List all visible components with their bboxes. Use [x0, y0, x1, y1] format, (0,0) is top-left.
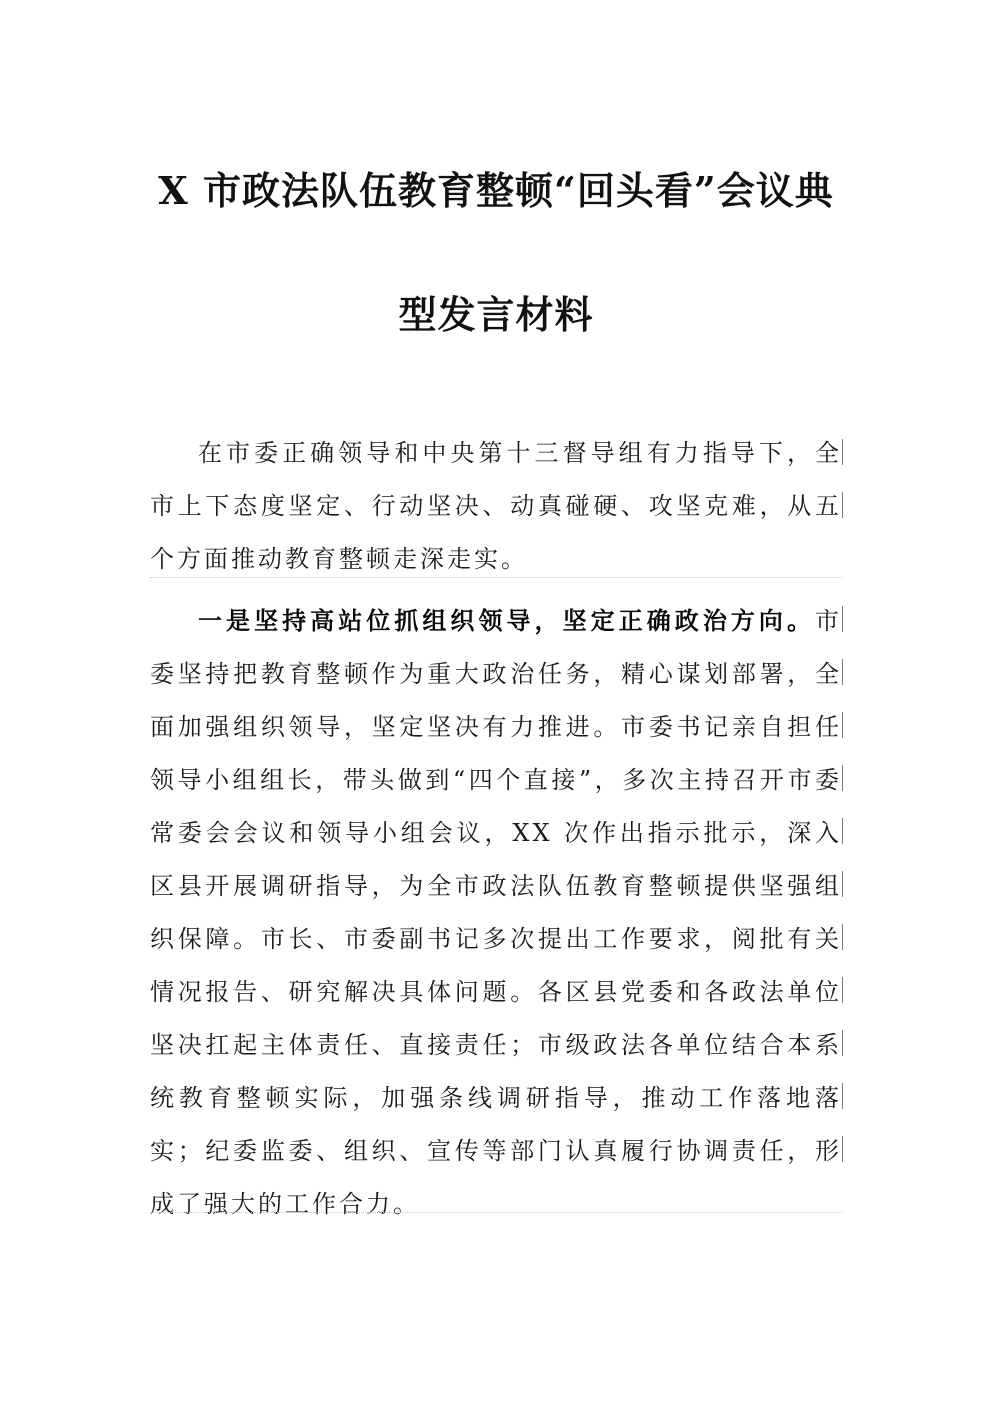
paragraph-body-text: 市委坚持把教育整顿作为重大政治任务，精心谋划部署，全面加强组织领导，坚定坚决有力推进。市委书记亲自担任领导小组组长，带头做到“四个直接”，多次主持召开市委常委会会议和领导小组会议，XX 次作出指示批示，深入区县开展调研指导，为全市政法队伍教育整顿提供坚强组织保障。市长、市委副书记多次提出工作要求，阅批有关情况报告、研究解决具体问题。各区县党委和各政法单位坚决扛起主体责任、直接责任；市级政法各单位结合本系统教育整顿实际，加强条线调研指导，推动工作落地落实；纪委监委、组织、宣传等部门认真履行协调责任，形成了强大的工作合力。 — [150, 607, 842, 1218]
margin-marker — [842, 492, 843, 518]
margin-marker — [842, 871, 843, 897]
margin-marker — [842, 924, 843, 950]
document-title-line-2: 型发言材料 — [398, 292, 594, 337]
paragraph-organization-leadership — [150, 594, 842, 1231]
margin-marker — [842, 606, 843, 632]
margin-marker — [842, 659, 843, 685]
document-title-line-1: X 市政法队伍教育整顿“回头看”会议典 — [158, 168, 834, 213]
paragraph-intro: 在市委正确领导和中央第十三督导组有力指导下，全市上下态度坚定、行动坚决、动真碰硬、攻坚克难，从五个方面推动教育整顿走深走实。 — [150, 439, 842, 573]
margin-marker — [842, 439, 843, 465]
margin-marker — [842, 765, 843, 791]
margin-marker — [842, 712, 843, 738]
paragraph-lead-sentence: 一是坚持高站位抓组织领导，坚定正确政治方向。 — [198, 606, 815, 635]
margin-marker — [842, 1083, 843, 1109]
margin-marker — [842, 977, 843, 1003]
paragraph-divider — [150, 577, 842, 578]
margin-marker — [842, 818, 843, 844]
paragraph-divider — [150, 1212, 842, 1213]
margin-marker — [842, 1030, 843, 1056]
margin-marker — [842, 1136, 843, 1162]
